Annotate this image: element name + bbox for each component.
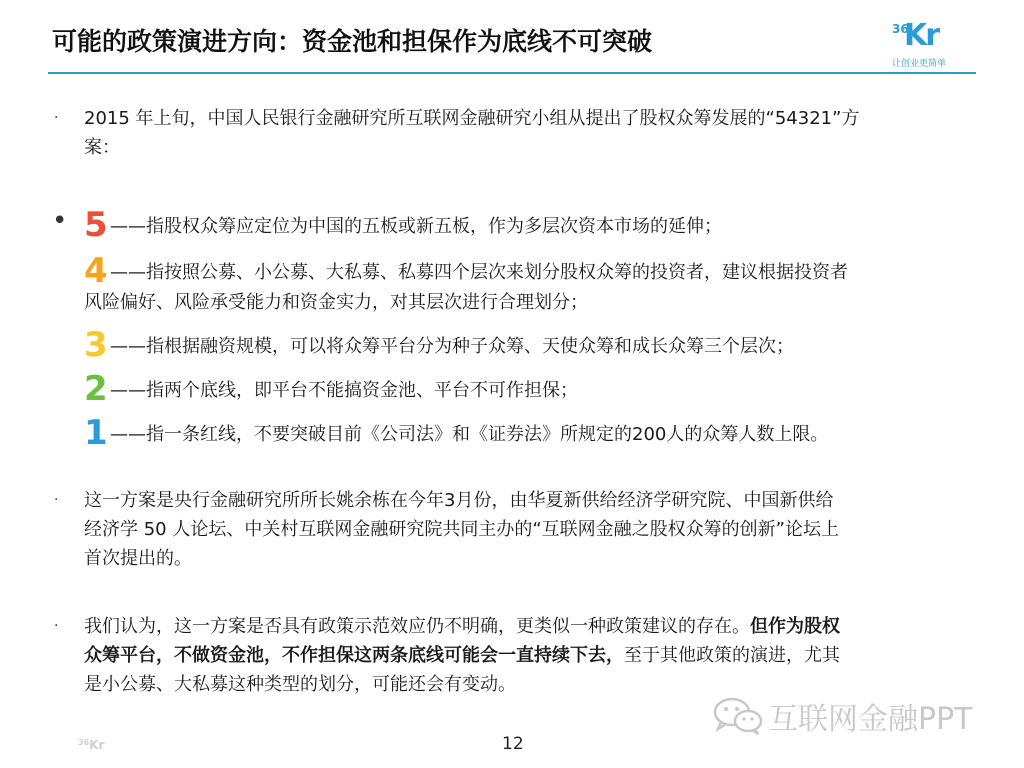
page-number: 12: [502, 734, 524, 754]
watermark: [712, 694, 1002, 738]
wechat-icon: [712, 696, 764, 736]
opinion-line-1: [84, 612, 984, 641]
plan-text: ——指股权众筹应定位为中国的五板或新五板，作为多层次资本市场的延伸；: [110, 216, 722, 237]
plan-number: 4: [84, 251, 108, 291]
plan-text: ——指按照公募、小公募、大私募、私募四个层次来划分股权众筹的投资者，建议根据投资者: [110, 262, 848, 283]
plan-item-2: [84, 369, 984, 409]
plan-text-continued: 风险偏好、风险承受能力和资金实力，对其层次进行合理划分；: [84, 292, 588, 313]
plan-number: 2: [84, 369, 108, 409]
footer-logo-number: 36: [78, 738, 90, 747]
title-divider: [48, 72, 976, 74]
plan-number: 3: [84, 325, 108, 365]
origin-line-3: 首次提出的。: [84, 548, 192, 569]
watermark-text: 互联网金融PPT: [768, 702, 973, 737]
opinion-text: 至于其他政策的演进，尤其: [624, 645, 840, 666]
slide-title: 可能的政策演进方向：资金池和担保作为底线不可突破: [52, 27, 653, 56]
origin-line-2: 经济学 50 人论坛、中关村互联网金融研究院共同主办的“互联网金融之股权众筹的创新”论坛上: [84, 519, 839, 540]
opinion-emphasis: 众筹平台，不做资金池，不作担保这两条底线可能会一直持续下去，: [84, 645, 624, 666]
plan-item-4: [84, 251, 984, 317]
opinion-line-2: [84, 641, 984, 670]
plan-number: 1: [84, 413, 108, 453]
bullet-dot: •: [52, 206, 68, 236]
opinion-text: 我们认为，这一方案是否具有政策示范效应仍不明确，更类似一种政策建议的存在。: [84, 616, 750, 637]
plan-item-5: [84, 205, 984, 245]
origin-line-1: 这一方案是央行金融研究所所长姚余栋在今年3月份，由华夏新供给经济学研究院、中国新供给: [84, 490, 834, 511]
opinion-paragraph: [84, 612, 984, 699]
opinion-line-3: 是小公募、大私募这种类型的划分，可能还会有变动。: [84, 674, 516, 695]
36kr-logo: [890, 16, 954, 70]
footer-logo: [78, 738, 104, 752]
intro-line-1: 2015 年上旬，中国人民银行金融研究所互联网金融研究小组从提出了股权众筹发展的“54321”方: [84, 108, 860, 129]
plan-number: 5: [84, 205, 108, 245]
logo-number: 36: [892, 22, 909, 36]
logo-letters: Kr: [904, 18, 939, 53]
plan-text: ——指两个底线，即平台不能搞资金池、平台不可作担保；: [110, 380, 578, 401]
intro-line-2: 案：: [84, 137, 120, 158]
footer-logo-letters: Kr: [89, 738, 105, 752]
plan-text: ——指根据融资规模，可以将众筹平台分为种子众筹、天使众筹和成长众筹三个层次；: [110, 336, 794, 357]
intro-paragraph: [84, 104, 984, 162]
logo-tagline: 让创业更简单: [892, 59, 947, 69]
plan-item-3: [84, 325, 984, 365]
plan-item-1: [84, 413, 984, 453]
opinion-emphasis: 但作为股权: [750, 616, 840, 637]
plan-text: ——指一条红线，不要突破目前《公司法》和《证券法》所规定的200人的众筹人数上限。: [110, 424, 829, 445]
bullet-dot: ·: [54, 110, 59, 126]
origin-paragraph: [84, 486, 984, 573]
bullet-dot: ·: [54, 492, 59, 508]
bullet-dot: ·: [54, 618, 59, 634]
